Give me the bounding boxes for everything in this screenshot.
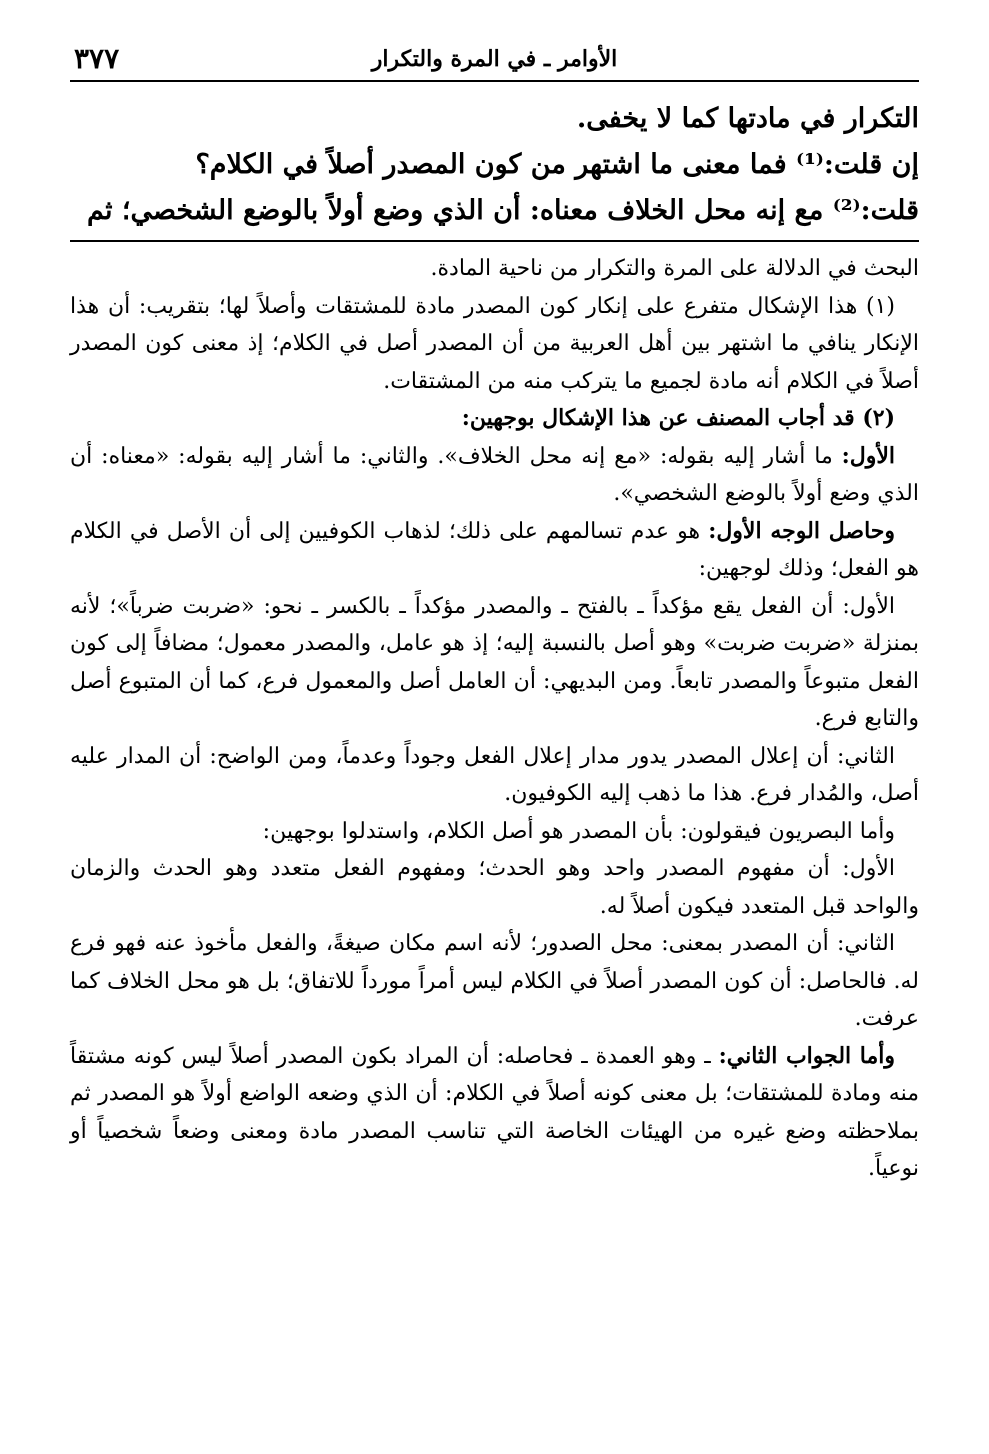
- paragraph-basri: وأما البصريون فيقولون: بأن المصدر هو أصل الكلام، واستدلوا بوجهين:: [262, 818, 895, 844]
- footnote-intro: البحث في الدلالة على المرة والتكرار من ناحية المادة.: [430, 256, 919, 281]
- paragraph-hasil-lead: وحاصل الوجه الأول:: [708, 517, 895, 544]
- footnote-2-heading: (٢) قد أجاب المصنف عن هذا الإشكال بوجهين:: [461, 405, 895, 431]
- page-number: ٣٧٧: [74, 42, 120, 75]
- paragraph-first-answer-text: ما أشار إليه بقوله: «مع إنه محل الخلاف». والثاني: ما أشار إليه بقوله: «معناه: أن الذي وضع أولاً بالوضع الشخصي».: [70, 443, 919, 506]
- footnote-1: (١) هذا الإشكال متفرع على إنكار كون المصدر مادة للمشتقات وأصلاً لها؛ بتقريب: أن هذا الإنكار ينافي ما اشتهر بين أهل العربية من أن المصدر أصل في الكلام؛ إذ معنى كون المصدر أصلاً في الكلام أنه مادة لجميع ما يتركب منه من المشتقات.: [70, 293, 919, 394]
- paragraph-hasil-text: هو عدم تسالمهم على ذلك؛ لذهاب الكوفيين إلى أن الأصل في الكلام هو الفعل؛ وذلك لوجهين:: [70, 518, 919, 581]
- footnote-separator: [70, 240, 919, 242]
- paragraph-kufi-first: الأول: أن الفعل يقع مؤكداً ـ بالفتح ـ والمصدر مؤكداً ـ بالكسر ـ نحو: «ضربت ضرباً»؛ لأنه بمنزلة «ضربت ضربت» وهو أصل بالنسبة إليه؛ إذ هو عامل، والمصدر معمول؛ مضافاً إلى كون الفعل متبوعاً والمصدر تابعاً. ومن البديهي: أن العامل أصل والمعمول فرع، كما أن المتبوع أصل والتابع فرع.: [70, 593, 919, 731]
- paragraph-second-answer-lead: وأما الجواب الثاني:: [718, 1042, 895, 1069]
- paragraph-first-answer: [70, 438, 919, 513]
- paragraph-basri-second: الثاني: أن المصدر بمعنى: محل الصدور؛ لأنه اسم مكان صيغةً، والفعل مأخوذ عنه فهو فرع له. فالحاصل: أن كون المصدر أصلاً في الكلام ليس أمراً مورداً للاتفاق؛ بل هو محل الخلاف كما عرفت.: [70, 931, 919, 1031]
- paragraph-kufi-second: الثاني: أن إعلال المصدر يدور مدار إعلال الفعل وجوداً وعدماً، ومن الواضح: أن المدار عليه أصل، والمُدار فرع. هذا ما ذهب إليه الكوفيون.: [70, 743, 919, 806]
- footnotes: [70, 250, 919, 1188]
- paragraph-hasil: [70, 513, 919, 588]
- running-title: الأوامر ـ في المرة والتكرار: [371, 46, 618, 72]
- main-line-3: قلت:⁽²⁾ مع إنه محل الخلاف معناه: أن الذي وضع أولاً بالوضع الشخصي؛ ثم: [86, 195, 919, 226]
- main-line-2: إن قلت:⁽¹⁾ فما معنى ما اشتهر من كون المصدر أصلاً في الكلام؟: [195, 149, 919, 180]
- paragraph-first-answer-lead: الأول:: [841, 442, 895, 469]
- page-header: [70, 40, 919, 82]
- paragraph-basri-first: الأول: أن مفهوم المصدر واحد وهو الحدث؛ ومفهوم الفعل متعدد وهو الحدث والزمان والواحد قبل المتعدد فيكون أصلاً له.: [70, 856, 919, 919]
- paragraph-second-answer: [70, 1038, 919, 1188]
- paragraph-second-answer-text: ـ وهو العمدة ـ فحاصله: أن المراد بكون المصدر أصلاً ليس كونه مشتقاً منه ومادة للمشتقات؛ بل معنى كونه أصلاً في الكلام: أن الذي وضعه الواضع أولاً هو المصدر ثم بملاحظته وضع غيره من الهيئات الخاصة التي تناسب المصدر مادة ومعنى وضعاً شخصياً أو نوعياً.: [70, 1043, 919, 1181]
- main-text: [70, 96, 919, 234]
- main-line-1: التكرار في مادتها كما لا يخفى.: [576, 103, 919, 134]
